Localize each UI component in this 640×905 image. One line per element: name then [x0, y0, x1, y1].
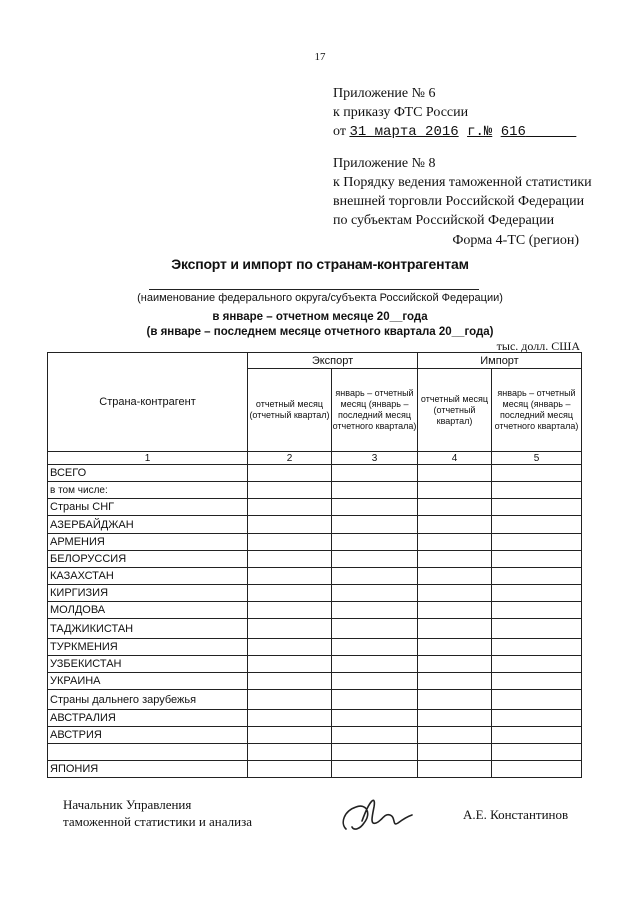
order-prefix: от [333, 124, 346, 139]
value-cell [248, 761, 332, 778]
table-row [48, 499, 582, 516]
row-label: Страны СНГ [48, 499, 248, 516]
subtitle-period-alt: (в январе – последнем месяце отчетного квартала 20__года) [146, 326, 494, 338]
table-row [48, 639, 582, 656]
row-label: Страны дальнего зарубежья [48, 690, 248, 710]
value-cell [492, 619, 582, 639]
appendix-6-reference: к приказу ФТС России [333, 105, 469, 120]
table-row [48, 761, 582, 778]
value-cell [492, 602, 582, 619]
table-row [48, 744, 582, 761]
row-label [48, 744, 248, 761]
position-line1: Начальник Управления [63, 797, 192, 812]
appendix-6-title: Приложение № 6 [333, 86, 436, 101]
value-cell [248, 568, 332, 585]
value-cell [248, 482, 332, 499]
value-cell [248, 585, 332, 602]
row-label: КИРГИЗИЯ [48, 585, 248, 602]
appendix-6-block [333, 84, 576, 142]
row-label: ТУРКМЕНИЯ [48, 639, 248, 656]
units-label: тыс. долл. США [496, 339, 580, 353]
row-label: УКРАИНА [48, 673, 248, 690]
value-cell [418, 534, 492, 551]
row-label: АВСТРИЯ [48, 727, 248, 744]
value-cell [332, 656, 418, 673]
header-import-cumulative: январь – отчетный месяц (январь – последний месяц отчетного квартала) [492, 369, 582, 452]
row-label: ЯПОНИЯ [48, 761, 248, 778]
value-cell [492, 673, 582, 690]
row-label: МОЛДОВА [48, 602, 248, 619]
appendix-8-line2: к Порядку ведения таможенной статистики [333, 175, 592, 190]
value-cell [492, 585, 582, 602]
row-label: БЕЛОРУССИЯ [48, 551, 248, 568]
value-cell [332, 534, 418, 551]
value-cell [418, 710, 492, 727]
column-number-row [48, 452, 582, 465]
value-cell [492, 690, 582, 710]
row-label: АВСТРАЛИЯ [48, 710, 248, 727]
value-cell [332, 710, 418, 727]
appendix-8-line4: по субъектам Российской Федерации [333, 213, 555, 228]
table-row [48, 673, 582, 690]
trade-table [47, 352, 582, 778]
table-row [48, 516, 582, 534]
table-row [48, 534, 582, 551]
value-cell [418, 568, 492, 585]
page-number: 17 [314, 51, 326, 63]
value-cell [492, 568, 582, 585]
value-cell [332, 465, 418, 482]
value-cell [418, 482, 492, 499]
value-cell [332, 690, 418, 710]
row-label: ВСЕГО [48, 465, 248, 482]
value-cell [492, 656, 582, 673]
value-cell [332, 482, 418, 499]
subtitle-period: в январе – отчетном месяце 20__года [212, 311, 428, 323]
column-number: 5 [492, 452, 582, 465]
value-cell [248, 602, 332, 619]
order-line [333, 122, 576, 142]
value-cell [418, 673, 492, 690]
value-cell [418, 602, 492, 619]
column-number: 3 [332, 452, 418, 465]
row-label: ТАДЖИКИСТАН [48, 619, 248, 639]
appendix-8-block [333, 154, 592, 230]
value-cell [332, 744, 418, 761]
order-mid: г.№ [467, 124, 493, 140]
value-cell [248, 727, 332, 744]
table-row [48, 656, 582, 673]
value-cell [248, 673, 332, 690]
value-cell [248, 710, 332, 727]
value-cell [418, 585, 492, 602]
header-export: Экспорт [248, 353, 418, 369]
value-cell [492, 516, 582, 534]
row-label: АЗЕРБАЙДЖАН [48, 516, 248, 534]
header-import: Импорт [418, 353, 582, 369]
value-cell [492, 551, 582, 568]
value-cell [492, 727, 582, 744]
value-cell [332, 585, 418, 602]
form-name: Форма 4-ТС (регион) [452, 233, 579, 248]
document-title: Экспорт и импорт по странам-контрагентам [171, 256, 469, 272]
row-label: АРМЕНИЯ [48, 534, 248, 551]
value-cell [418, 690, 492, 710]
signature [336, 793, 416, 835]
subtitle-name: (наименование федерального округа/субъекта Российской Федерации) [137, 292, 503, 304]
value-cell [492, 639, 582, 656]
value-cell [248, 690, 332, 710]
table-row [48, 602, 582, 619]
column-number: 2 [248, 452, 332, 465]
column-number: 4 [418, 452, 492, 465]
value-cell [248, 499, 332, 516]
value-cell [332, 551, 418, 568]
value-cell [492, 482, 582, 499]
value-cell [418, 744, 492, 761]
table-row [48, 482, 582, 499]
table-row [48, 727, 582, 744]
value-cell [248, 744, 332, 761]
appendix-8-line3: внешней торговли Российской Федерации [333, 194, 585, 209]
value-cell [418, 465, 492, 482]
header-export-month: отчетный месяц (отчетный квартал) [248, 369, 332, 452]
value-cell [332, 761, 418, 778]
value-cell [248, 465, 332, 482]
value-cell [418, 516, 492, 534]
table-row [48, 568, 582, 585]
appendix-8-title: Приложение № 8 [333, 156, 436, 171]
header-export-cumulative: январь – отчетный месяц (январь – последний месяц отчетного квартала) [332, 369, 418, 452]
value-cell [248, 619, 332, 639]
value-cell [332, 499, 418, 516]
value-cell [492, 534, 582, 551]
value-cell [418, 619, 492, 639]
header-import-month: отчетный месяц (отчетный квартал) [418, 369, 492, 452]
value-cell [492, 499, 582, 516]
value-cell [492, 761, 582, 778]
value-cell [418, 551, 492, 568]
value-cell [332, 673, 418, 690]
value-cell [332, 619, 418, 639]
table-row [48, 619, 582, 639]
value-cell [418, 761, 492, 778]
value-cell [418, 499, 492, 516]
table-row [48, 690, 582, 710]
signatory-position [63, 796, 252, 830]
table-row [48, 710, 582, 727]
value-cell [332, 727, 418, 744]
value-cell [418, 639, 492, 656]
order-date: 31 марта 2016 [349, 124, 459, 140]
table-row [48, 585, 582, 602]
value-cell [248, 656, 332, 673]
value-cell [248, 639, 332, 656]
value-cell [418, 727, 492, 744]
value-cell [492, 465, 582, 482]
value-cell [492, 744, 582, 761]
value-cell [418, 656, 492, 673]
value-cell [332, 516, 418, 534]
row-label: УЗБЕКИСТАН [48, 656, 248, 673]
value-cell [248, 534, 332, 551]
order-number: 616 [500, 124, 526, 140]
row-label: КАЗАХСТАН [48, 568, 248, 585]
signatory-name: А.Е. Константинов [463, 807, 569, 822]
table-row [48, 551, 582, 568]
value-cell [332, 602, 418, 619]
column-number: 1 [48, 452, 248, 465]
value-cell [248, 551, 332, 568]
value-cell [332, 639, 418, 656]
header-country: Страна-контрагент [48, 353, 248, 452]
row-label: в том числе: [48, 482, 248, 499]
table-row [48, 465, 582, 482]
name-underline [149, 289, 479, 290]
value-cell [492, 710, 582, 727]
position-line2: таможенной статистики и анализа [63, 814, 252, 829]
value-cell [248, 516, 332, 534]
value-cell [332, 568, 418, 585]
